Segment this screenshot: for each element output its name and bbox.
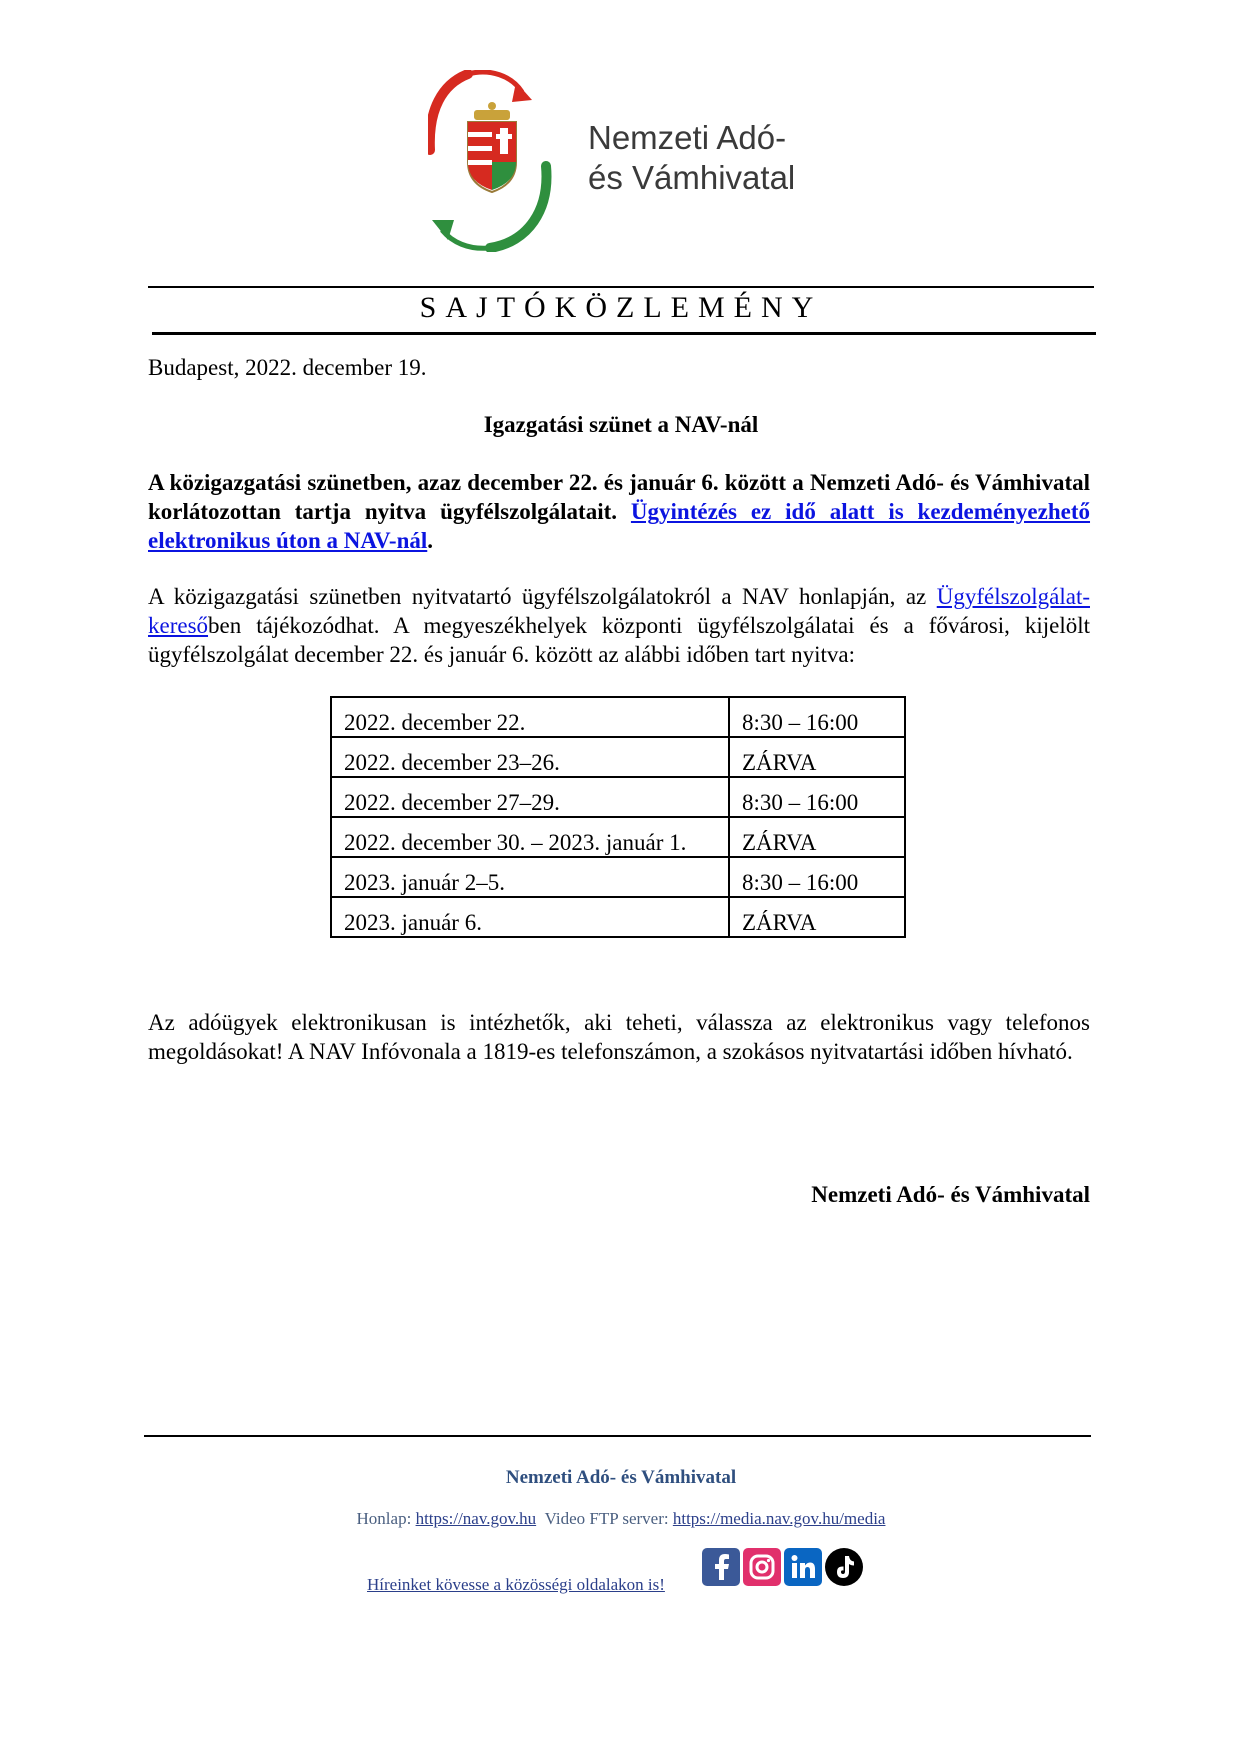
lead-paragraph [148,468,1090,555]
footer-links [148,1508,1094,1530]
press-release-heading: SAJTÓKÖZLEMÉNY [419,291,823,324]
linkedin-icon[interactable] [784,1548,822,1586]
footer-rule [144,1435,1091,1437]
footer-org-name: Nemzeti Adó- és Vámhivatal [505,1467,737,1488]
hours-time-cell: ZÁRVA [729,897,905,937]
body-paragraph [148,582,1090,669]
hours-time-cell: ZÁRVA [729,737,905,777]
table-row [331,777,905,817]
header-rule-bottom [152,332,1096,335]
homepage-label: Honlap: [356,1509,416,1528]
logo-text-line2: és Vámhivatal [588,159,796,196]
hours-time-cell: ZÁRVA [729,817,905,857]
table-row [331,737,905,777]
hours-date-cell: 2023. január 6. [331,897,729,937]
hours-date-cell: 2022. december 22. [331,697,729,737]
ftp-label: Video FTP server: [544,1509,673,1528]
ftp-link[interactable]: https://media.nav.gov.hu/media [672,1509,886,1528]
office-finder-link[interactable]: Ügyfélszolgálat-kereső [148,584,1090,638]
opening-hours-body [331,697,905,937]
hours-date-cell: 2022. december 23–26. [331,737,729,777]
hours-time-cell: 8:30 – 16:00 [729,777,905,817]
lead-text: A közigazgatási szünetben, azaz december 22. és január 6. között a Nemzeti Adó- és Vámhivatal korlátozottan tartja nyitva ügyfélszolgálatait. [148,470,1090,524]
release-date: Budapest, 2022. december 19. [148,355,427,380]
header-rule-top [148,286,1094,288]
hours-time-cell: 8:30 – 16:00 [729,857,905,897]
social-follow-link[interactable]: Híreinket kövesse a közösségi oldalakon is! [367,1575,665,1594]
table-row [331,697,905,737]
table-row [331,817,905,857]
hours-date-cell: 2023. január 2–5. [331,857,729,897]
signature: Nemzeti Adó- és Vámhivatal [811,1182,1090,1207]
lead-end: . [427,528,434,553]
opening-hours-table [330,696,906,938]
logo-text-line1: Nemzeti Adó- [588,119,787,156]
closing-paragraph: Az adóügyek elektronikusan is intézhetők, aki teheti, válassza az elektronikus vagy telefonos megoldásokat! A NAV Infóvonala a 1819-es telefonszámon, a szokásos nyitvatartási időben hívható. [148,1010,1090,1064]
hours-date-cell: 2022. december 30. – 2023. január 1. [331,817,729,857]
article-title: Igazgatási szünet a NAV-nál [483,412,759,437]
instagram-icon[interactable] [743,1548,781,1586]
hours-time-cell: 8:30 – 16:00 [729,697,905,737]
homepage-link[interactable]: https://nav.gov.hu [415,1509,537,1528]
tiktok-icon[interactable] [825,1548,863,1586]
body-post: ben tájékozódhat. A megyeszékhelyek központi ügyfélszolgálatai és a fővárosi, kijelölt ügyfélszolgálat december 22. és január 6. között az alábbi időben tart nyitva: [148,613,1090,667]
nav-coat-of-arms-logo [428,70,558,252]
electronic-service-link[interactable]: Ügyintézés ez idő alatt is kezdeményezhető elektronikus úton a NAV-nál [148,499,1091,553]
table-row [331,897,905,937]
facebook-icon[interactable] [702,1548,740,1586]
body-pre: A közigazgatási szünetben nyitvatartó ügyfélszolgálatokról a NAV honlapján, az [148,584,937,609]
table-row [331,857,905,897]
hours-date-cell: 2022. december 27–29. [331,777,729,817]
